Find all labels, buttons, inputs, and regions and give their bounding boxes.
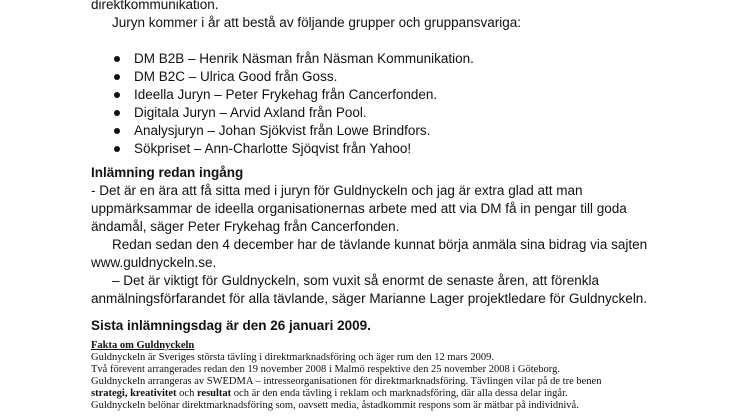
bullet-icon [114, 92, 120, 98]
facts-heading: Fakta om Guldnyckeln [91, 340, 195, 351]
bullet-icon [114, 110, 120, 116]
list-item: DM B2B – Henrik Näsman från Näsman Kommunikation. [112, 50, 474, 68]
facts-line: Guldnyckeln arrangeras av SWEDMA – intresseorganisationen för direktmarknadsföring. Tävlingen vilar på de tre benen [91, 376, 602, 387]
facts-line: strategi, kreativitet och resultat och är den enda tävling i reklam och marknadsföring, där alla dessa delar ingår. [91, 388, 568, 399]
jury-intro: Juryn kommer i år att bestå av följande grupper och gruppansvariga: [112, 15, 521, 30]
deadline: Sista inlämningsdag är den 26 januari 2009. [91, 318, 371, 333]
facts-line: Guldnyckeln är Sveriges största tävling i direktmarknadsföring och äger rum den 12 mars 2009. [91, 352, 494, 363]
list-item: DM B2C – Ulrica Good från Goss. [112, 68, 474, 86]
bullet-icon [114, 56, 120, 62]
quote1-line: uppmärksammar de ideella organisationernas arbete med att via DM få in pengar till goda [91, 201, 627, 216]
para2-line: Redan sedan den 4 december har de tävlande kunnat börja anmäla sina bidrag via sajten [112, 237, 648, 252]
facts-line: Guldnyckeln belönar direktmarknadsföring som, oavsett media, åstadkommit respons som är mätbar på individnivå. [91, 400, 579, 411]
bullet-icon [114, 128, 120, 134]
list-item: Sökpriset – Ann-Charlotte Sjöqvist från Yahoo! [112, 140, 474, 158]
quote1-line: - Det är en ära att få sitta med i juryn för Guldnyckeln och jag är extra glad att man [91, 183, 583, 198]
list-item: Ideella Juryn – Peter Frykehag från Cancerfonden. [112, 86, 474, 104]
website-link: www.guldnyckeln.se. [91, 255, 217, 270]
list-item: Digitala Juryn – Arvid Axland från Pool. [112, 104, 474, 122]
jury-list [112, 50, 474, 158]
quote1-line: ändamål, säger Peter Frykehag från Cancerfonden. [91, 219, 400, 234]
section-heading: Inlämning redan ingång [91, 165, 244, 180]
quote2-line: anmälningsförfarandet för alla tävlande, säger Marianne Lager projektledare för Guldnyckeln. [91, 291, 648, 306]
quote2-line: – Det är viktigt för Guldnyckeln, som vuxit så enormt de senaste åren, att förenkla [112, 273, 599, 288]
facts-line: Två förevent arrangerades redan den 19 november 2008 i Malmö respektive den 25 november 2008 i Göteborg. [91, 364, 560, 375]
list-item: Analysjuryn – Johan Sjökvist från Lowe Brindfors. [112, 122, 474, 140]
bullet-icon [114, 146, 120, 152]
bullet-icon [114, 74, 120, 80]
top-line: direktkommunikation. [91, 0, 219, 12]
